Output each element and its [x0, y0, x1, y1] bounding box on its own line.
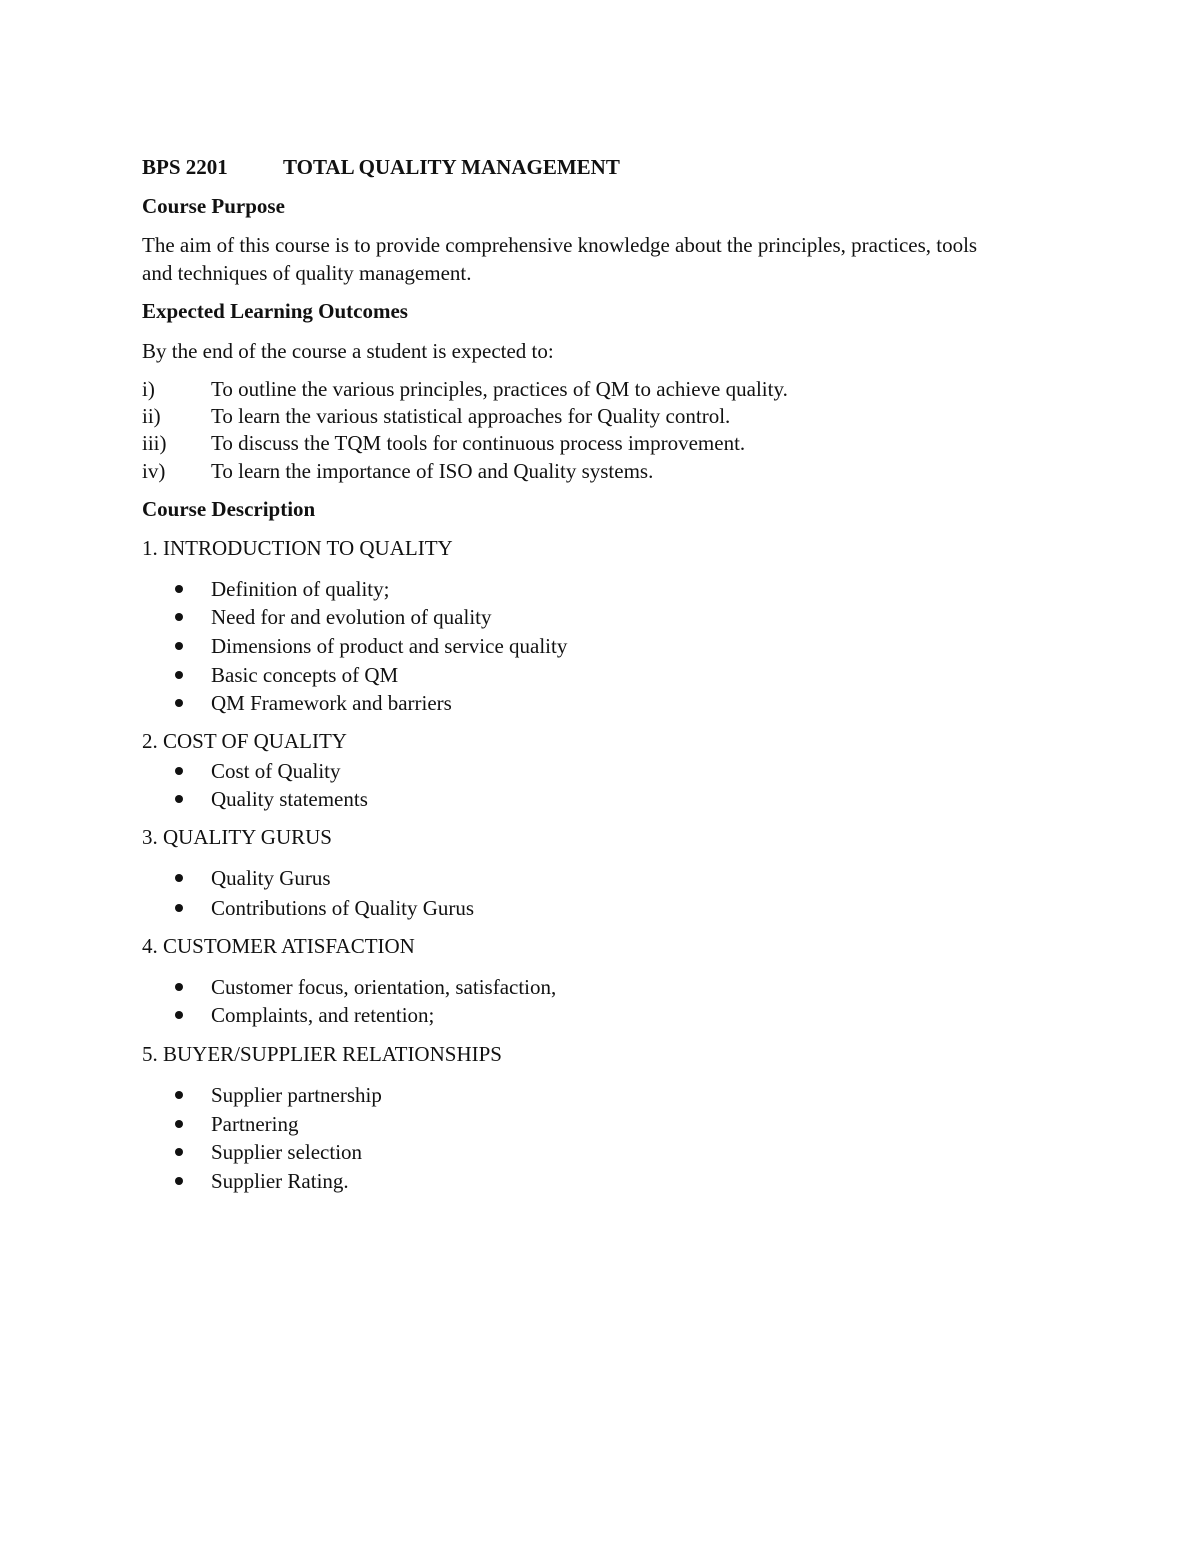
section-item: Definition of quality;: [211, 577, 390, 601]
section-item: Supplier partnership: [211, 1083, 382, 1107]
course-purpose-text-line-1: The aim of this course is to provide comprehensive knowledge about the principles, practices, tools: [142, 233, 978, 257]
bullet-icon: [175, 795, 183, 803]
bullet-icon: [175, 671, 183, 679]
outcome-item: To learn the various statistical approaches for Quality control.: [211, 404, 731, 428]
section-item: Dimensions of product and service quality: [211, 634, 568, 658]
section-item: Contributions of Quality Gurus: [211, 896, 475, 920]
outcome-item: To discuss the TQM tools for continuous process improvement.: [211, 431, 746, 455]
section-item: Customer focus, orientation, satisfaction,: [211, 975, 557, 999]
outcome-item: To learn the importance of ISO and Quality systems.: [211, 459, 654, 483]
section-item: Partnering: [211, 1112, 299, 1136]
bullet-icon: [175, 613, 183, 621]
section-item: Basic concepts of QM: [211, 663, 399, 687]
course-purpose-text-line-2: and techniques of quality management.: [142, 261, 472, 285]
section-title: 4. CUSTOMER ATISFACTION: [142, 934, 415, 958]
bullet-icon: [175, 983, 183, 991]
bullet-icon: [175, 699, 183, 707]
section-title: 2. COST OF QUALITY: [142, 729, 347, 753]
section-item: Cost of Quality: [211, 759, 341, 783]
section-item: Quality statements: [211, 787, 368, 811]
bullet-icon: [175, 904, 183, 912]
outcome-marker: ii): [142, 404, 161, 428]
course-code: BPS 2201: [142, 155, 228, 179]
bullet-icon: [175, 767, 183, 775]
outcome-marker: iv): [142, 459, 166, 483]
section-title: 5. BUYER/SUPPLIER RELATIONSHIPS: [142, 1042, 502, 1066]
bullet-icon: [175, 585, 183, 593]
course-description-heading: Course Description: [142, 497, 316, 521]
learning-outcomes-heading: Expected Learning Outcomes: [142, 299, 408, 323]
bullet-icon: [175, 1120, 183, 1128]
outcome-marker: i): [142, 377, 155, 401]
section-item: Need for and evolution of quality: [211, 605, 492, 629]
section-title: 3. QUALITY GURUS: [142, 825, 332, 849]
bullet-icon: [175, 1177, 183, 1185]
section-item: QM Framework and barriers: [211, 691, 452, 715]
bullet-icon: [175, 1148, 183, 1156]
bullet-icon: [175, 642, 183, 650]
section-item: Quality Gurus: [211, 866, 331, 890]
bullet-icon: [175, 874, 183, 882]
course-title: TOTAL QUALITY MANAGEMENT: [283, 155, 620, 179]
section-item: Supplier selection: [211, 1140, 363, 1164]
bullet-icon: [175, 1091, 183, 1099]
section-title: 1. INTRODUCTION TO QUALITY: [142, 536, 453, 560]
bullet-icon: [175, 1011, 183, 1019]
section-item: Complaints, and retention;: [211, 1003, 435, 1027]
outcome-marker: iii): [142, 431, 167, 455]
course-purpose-heading: Course Purpose: [142, 194, 285, 218]
learning-outcomes-intro: By the end of the course a student is expected to:: [142, 339, 554, 363]
outcome-item: To outline the various principles, practices of QM to achieve quality.: [211, 377, 788, 401]
section-item: Supplier Rating.: [211, 1169, 349, 1193]
